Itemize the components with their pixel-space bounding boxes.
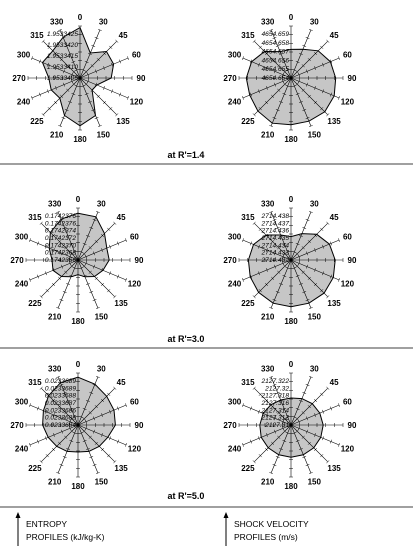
radial-tick-label: 0.1742368 bbox=[44, 249, 76, 257]
angle-label: 60 bbox=[342, 397, 352, 407]
angle-label: 90 bbox=[347, 256, 357, 265]
angle-label: 45 bbox=[116, 212, 126, 222]
center-point bbox=[290, 259, 293, 262]
radial-tick-label: 0.0233687 bbox=[44, 400, 76, 407]
angle-label: 150 bbox=[307, 130, 321, 140]
angle-label: 135 bbox=[114, 464, 128, 474]
angle-label: 330 bbox=[48, 199, 62, 209]
radial-tick-label: 0.0233689 bbox=[44, 385, 76, 393]
angle-label: 240 bbox=[14, 279, 29, 289]
radial-tick-label: 2127.312 bbox=[261, 414, 289, 422]
radial-tick-label: 1.9533415 bbox=[46, 53, 78, 60]
row-label-r3: at R'=5.0 bbox=[167, 491, 205, 501]
angle-label: 180 bbox=[284, 135, 298, 144]
angle-label: 120 bbox=[129, 97, 144, 107]
angle-label: 120 bbox=[340, 97, 355, 107]
footer-entropy-line1: ENTROPY bbox=[26, 519, 68, 529]
radial-tick-label: 0.0233688 bbox=[44, 392, 76, 400]
angle-label: 150 bbox=[307, 312, 321, 322]
angle-label: 0 bbox=[75, 195, 81, 204]
angle-label: 180 bbox=[71, 317, 85, 326]
center-point bbox=[77, 424, 80, 427]
angle-label: 270 bbox=[10, 421, 24, 430]
radial-tick-label: 4654.657 bbox=[261, 48, 289, 56]
angle-label: 60 bbox=[131, 50, 141, 60]
angle-label: 90 bbox=[134, 421, 144, 430]
angle-label: 180 bbox=[71, 482, 85, 491]
angle-label: 270 bbox=[223, 74, 237, 83]
radial-tick-label: 0.0233685 bbox=[44, 414, 76, 422]
angle-label: 225 bbox=[28, 464, 42, 474]
radial-tick-label: 2714.433 bbox=[261, 249, 289, 257]
angle-label: 120 bbox=[340, 279, 355, 289]
angle-label: 210 bbox=[48, 477, 62, 487]
angle-label: 210 bbox=[261, 312, 275, 322]
radial-tick-label: 2127.314 bbox=[261, 407, 289, 415]
angle-label: 270 bbox=[12, 74, 26, 83]
angle-label: 240 bbox=[14, 444, 29, 454]
footer-entropy-line2: PROFILES (kJ/kg-K) bbox=[26, 532, 105, 542]
angle-label: 240 bbox=[227, 444, 242, 454]
angle-label: 225 bbox=[241, 464, 255, 474]
angle-label: 210 bbox=[261, 130, 275, 140]
angle-label: 225 bbox=[28, 299, 42, 309]
angle-label: 60 bbox=[342, 50, 352, 60]
angle-label: 300 bbox=[14, 397, 29, 407]
angle-label: 0 bbox=[288, 360, 294, 369]
radial-tick-label: 2714.437 bbox=[261, 220, 289, 228]
radial-tick-label: 1.9533410 bbox=[46, 64, 78, 71]
radial-tick-label: 0.1742372 bbox=[44, 235, 76, 242]
radial-tick-label: 2714.432 bbox=[261, 257, 289, 264]
angle-label: 90 bbox=[347, 421, 357, 430]
radial-tick-label: 1.9533425 bbox=[46, 31, 78, 38]
angle-label: 300 bbox=[227, 50, 242, 60]
angle-label: 0 bbox=[288, 195, 294, 204]
angle-label: 135 bbox=[327, 117, 341, 127]
radar-left-r1 bbox=[12, 13, 146, 144]
angle-label: 90 bbox=[136, 74, 146, 83]
row-label-r1: at R'=1.4 bbox=[167, 150, 205, 160]
center-point bbox=[290, 424, 293, 427]
radial-tick-label: 2714.435 bbox=[261, 235, 289, 242]
radial-tick-label: 0.1742374 bbox=[44, 227, 76, 235]
radar-left-r3 bbox=[10, 360, 144, 491]
footer-shock-velocity-line2: PROFILES (m/s) bbox=[234, 532, 298, 542]
angle-label: 315 bbox=[28, 377, 42, 387]
row-label-r2: at R'=3.0 bbox=[167, 334, 205, 344]
angle-label: 30 bbox=[96, 199, 106, 209]
angle-label: 330 bbox=[261, 364, 275, 374]
angle-label: 300 bbox=[16, 50, 31, 60]
angle-label: 270 bbox=[10, 256, 24, 265]
radial-tick-label: 0.0233684 bbox=[44, 422, 76, 429]
radial-tick-label: 4654.655 bbox=[261, 66, 289, 74]
radial-tick-label: 1.9533420 bbox=[46, 42, 78, 49]
center-point bbox=[290, 77, 293, 80]
angle-label: 0 bbox=[75, 360, 81, 369]
angle-label: 330 bbox=[261, 17, 275, 27]
angle-label: 120 bbox=[127, 444, 142, 454]
radial-tick-label: 2714.434 bbox=[261, 242, 289, 250]
radial-tick-label: 2127.316 bbox=[261, 400, 289, 407]
footer-shock-velocity bbox=[224, 512, 309, 546]
angle-label: 30 bbox=[309, 364, 319, 374]
angle-label: 315 bbox=[241, 30, 255, 40]
radar-right-r3 bbox=[223, 360, 357, 491]
angle-label: 330 bbox=[48, 364, 62, 374]
angle-label: 300 bbox=[14, 232, 29, 242]
radial-tick-label: 1.9533405 bbox=[46, 75, 78, 82]
radial-tick-label: 0.1742370 bbox=[44, 242, 76, 250]
radial-tick-label: 0.1742366 bbox=[44, 257, 76, 264]
angle-label: 30 bbox=[96, 364, 106, 374]
angle-label: 60 bbox=[129, 232, 139, 242]
radial-tick-label: 2127.318 bbox=[261, 392, 289, 400]
angle-label: 45 bbox=[329, 30, 339, 40]
angle-label: 225 bbox=[241, 117, 255, 127]
footer-entropy bbox=[16, 512, 105, 546]
radial-tick-label: 2714.438 bbox=[261, 213, 289, 220]
angle-label: 135 bbox=[327, 464, 341, 474]
angle-label: 210 bbox=[50, 130, 64, 140]
angle-label: 315 bbox=[28, 212, 42, 222]
angle-label: 120 bbox=[340, 444, 355, 454]
angle-label: 270 bbox=[223, 256, 237, 265]
angle-label: 180 bbox=[284, 317, 298, 326]
angle-label: 120 bbox=[127, 279, 142, 289]
radial-tick-label: 4654.658 bbox=[261, 39, 289, 47]
radial-tick-label: 4654.654 bbox=[261, 75, 289, 82]
angle-label: 150 bbox=[94, 312, 108, 322]
angle-label: 270 bbox=[223, 421, 237, 430]
angle-label: 150 bbox=[96, 130, 110, 140]
radar-plots bbox=[10, 13, 357, 491]
angle-label: 330 bbox=[261, 199, 275, 209]
radial-tick-label: 0.1742376 bbox=[44, 213, 76, 220]
radial-tick-label: 0.0233689 bbox=[44, 378, 76, 385]
angle-label: 210 bbox=[261, 477, 275, 487]
angle-label: 210 bbox=[48, 312, 62, 322]
angle-label: 135 bbox=[114, 299, 128, 309]
angle-label: 150 bbox=[94, 477, 108, 487]
angle-label: 315 bbox=[30, 30, 44, 40]
radial-tick-label: 2127.31 bbox=[265, 422, 289, 429]
radar-right-r1 bbox=[223, 13, 357, 144]
radar-right-r2 bbox=[223, 195, 357, 326]
angle-label: 240 bbox=[16, 97, 31, 107]
angle-label: 225 bbox=[30, 117, 44, 127]
angle-label: 90 bbox=[134, 256, 144, 265]
center-point bbox=[77, 259, 80, 262]
radial-tick-label: 0.0233686 bbox=[44, 407, 76, 415]
angle-label: 315 bbox=[241, 377, 255, 387]
radial-tick-label: 4654.656 bbox=[261, 57, 289, 65]
radial-tick-label: 2127.322 bbox=[261, 378, 289, 385]
radar-left-r2 bbox=[10, 195, 144, 326]
radial-tick-label: 4654.659 bbox=[261, 31, 289, 38]
angle-label: 0 bbox=[77, 13, 83, 22]
angle-label: 90 bbox=[347, 74, 357, 83]
angle-label: 330 bbox=[50, 17, 64, 27]
angle-label: 30 bbox=[309, 199, 319, 209]
angle-label: 60 bbox=[342, 232, 352, 242]
angle-label: 150 bbox=[307, 477, 321, 487]
angle-label: 45 bbox=[329, 377, 339, 387]
angle-label: 315 bbox=[241, 212, 255, 222]
angle-label: 180 bbox=[284, 482, 298, 491]
footer-shock-velocity-line1: SHOCK VELOCITY bbox=[234, 519, 309, 529]
radial-tick-label: 2714.436 bbox=[261, 227, 289, 235]
angle-label: 135 bbox=[327, 299, 341, 309]
angle-label: 300 bbox=[227, 397, 242, 407]
angle-label: 0 bbox=[288, 13, 294, 22]
angle-label: 225 bbox=[241, 299, 255, 309]
angle-label: 240 bbox=[227, 97, 242, 107]
center-point bbox=[79, 77, 82, 80]
angle-label: 300 bbox=[227, 232, 242, 242]
angle-label: 135 bbox=[116, 117, 130, 127]
angle-label: 240 bbox=[227, 279, 242, 289]
radial-tick-label: 0.1742376 bbox=[44, 220, 76, 228]
angle-label: 45 bbox=[329, 212, 339, 222]
angle-label: 180 bbox=[73, 135, 87, 144]
angle-label: 60 bbox=[129, 397, 139, 407]
angle-label: 30 bbox=[98, 17, 108, 27]
radial-tick-label: 2127.32 bbox=[265, 385, 289, 393]
angle-label: 30 bbox=[309, 17, 319, 27]
angle-label: 45 bbox=[118, 30, 128, 40]
angle-label: 45 bbox=[116, 377, 126, 387]
